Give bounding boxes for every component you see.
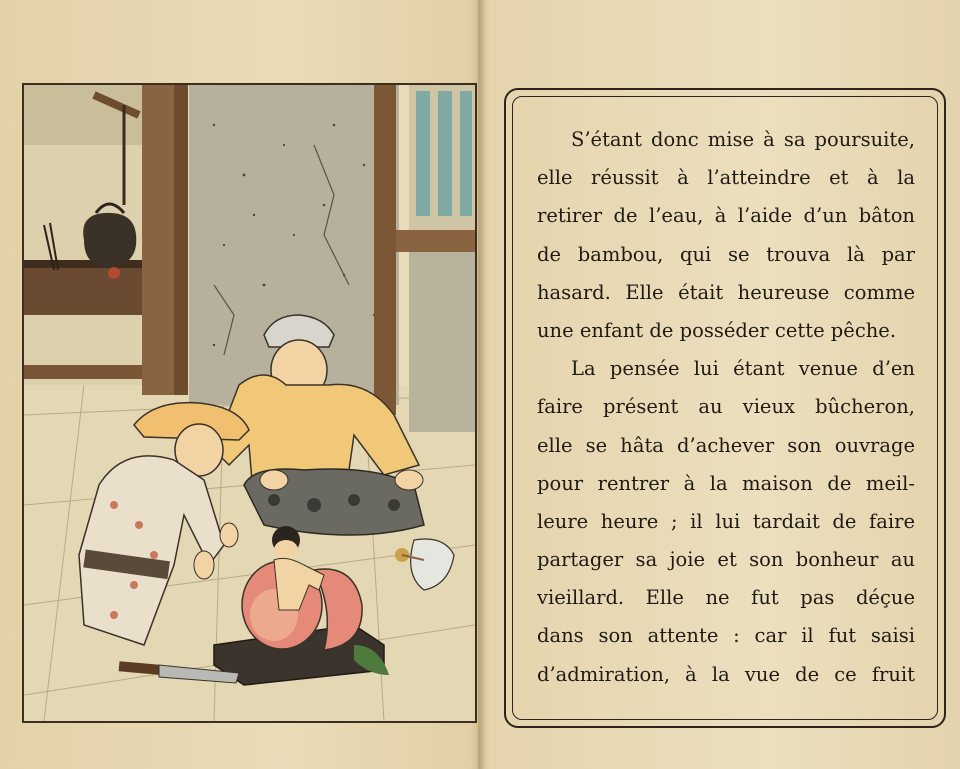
text-line: S’étant donc mise à sa poursuite, [571, 128, 915, 151]
text-line: dans son attente : car il fut saisi [537, 624, 915, 648]
text-line: de bambou, qui se trouva là par [537, 242, 915, 266]
text-frame [504, 88, 946, 728]
text-line: d’admiration, à la vue de ce fruit [537, 662, 915, 686]
illustration [24, 85, 475, 721]
illustration-frame [22, 83, 477, 723]
text-line: retirer de l’eau, à l’aide d’un bâton [537, 204, 915, 228]
right-page [484, 0, 960, 769]
text-line: partager sa joie et son bonheur au [537, 548, 915, 572]
text-line: leure heure ; il lui tardait de faire [537, 509, 915, 533]
text-line: faire présent au vieux bûcheron, [537, 395, 915, 419]
text-line: vieillard. Elle ne fut pas déçue [537, 586, 915, 610]
text-line: pour rentrer à la maison de meil- [537, 471, 915, 495]
text-line: La pensée lui étant venue d’en [571, 357, 915, 381]
text-block [512, 96, 938, 720]
text-line: hasard. Elle était heureuse comme [537, 280, 915, 304]
text-line: une enfant de posséder cette pêche. [537, 318, 897, 342]
text-line: elle se hâta d’achever son ouvrage [537, 433, 915, 457]
text-line: elle réussit à l’atteindre et à la [537, 166, 915, 190]
